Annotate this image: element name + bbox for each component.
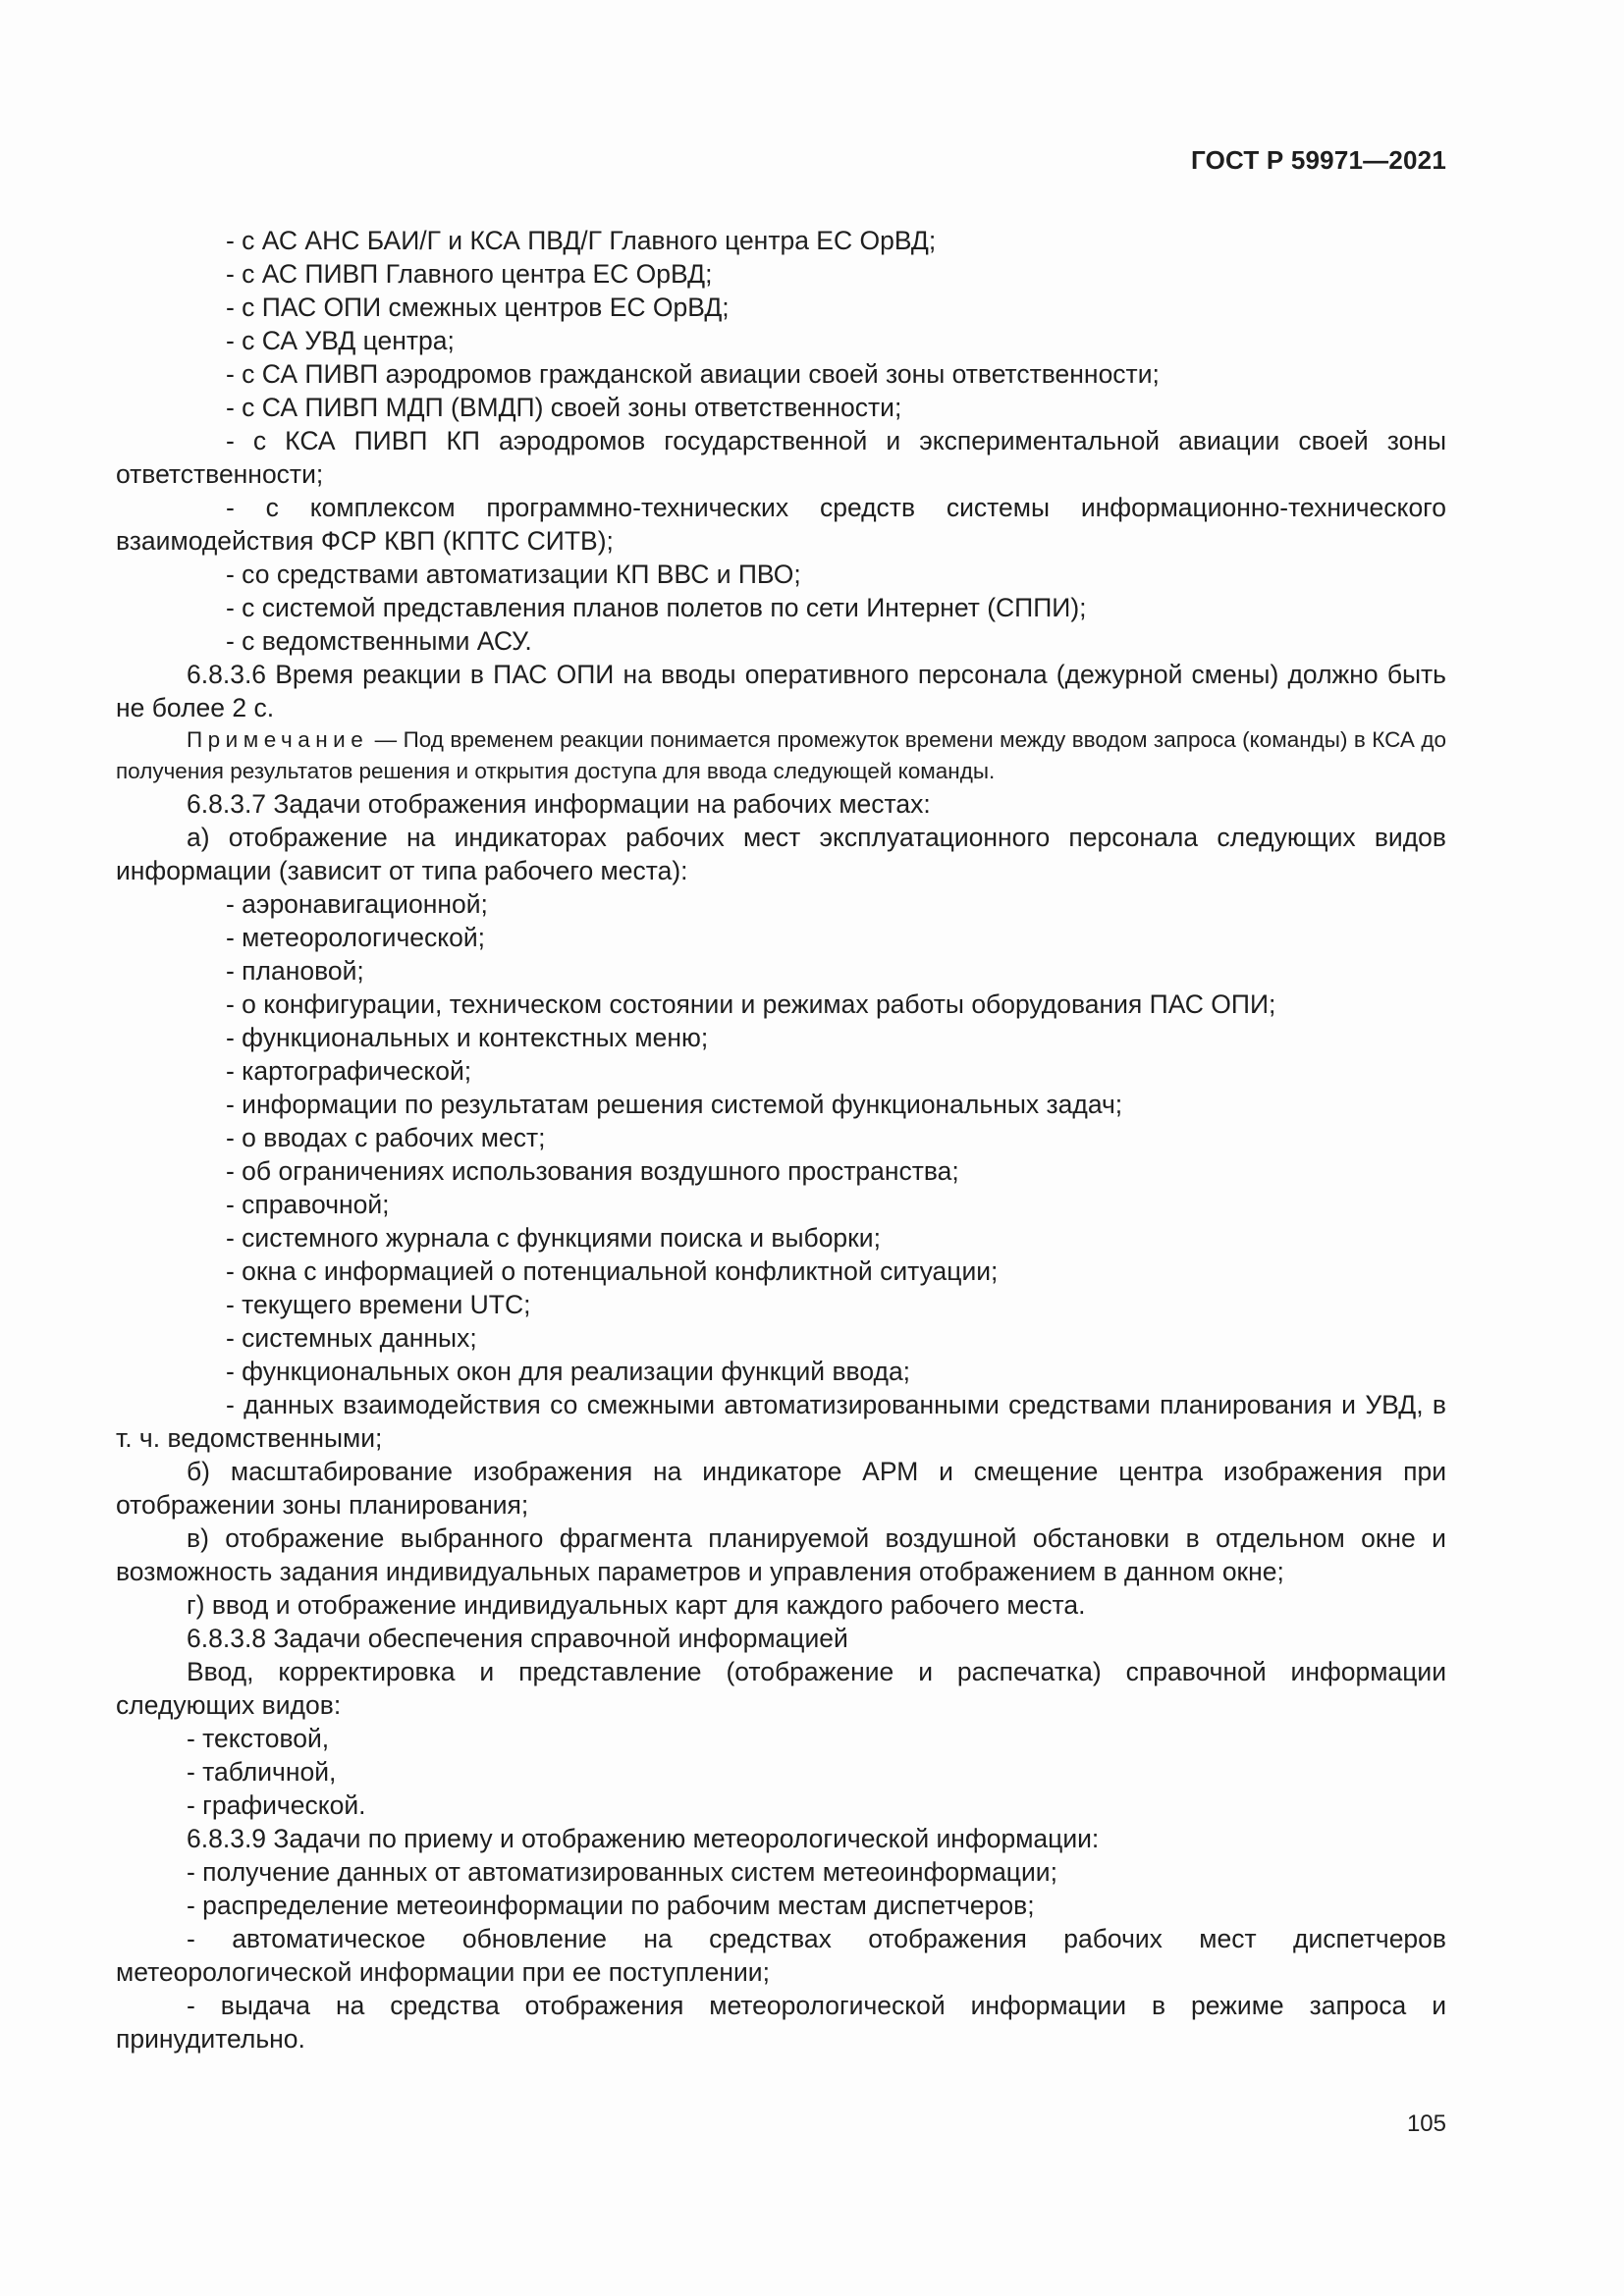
list-item: - информации по результатам решения системой функциональных задач; (226, 1090, 1123, 1119)
list-item: - функциональных окон для реализации функций ввода; (226, 1357, 911, 1386)
paragraph-6-8-3-8: Ввод, корректировка и представление (отображение и распечатка) справочной информации следующих видов: (116, 1657, 1446, 1720)
list-item: - со средствами автоматизации КП ВВС и ПВО; (226, 560, 801, 589)
list-item: - выдача на средства отображения метеорологической информации в режиме запроса и принудительно. (116, 1991, 1446, 2054)
list-item: - текущего времени UTC; (226, 1290, 531, 1319)
list-item: - данных взаимодействия со смежными автоматизированными средствами планирования и УВД, в т. ч. ведомственными; (116, 1390, 1446, 1453)
list-item: - о вводах с рабочих мест; (226, 1123, 546, 1152)
list-item: - с ПАС ОПИ смежных центров ЕС ОрВД; (226, 293, 730, 322)
item-v: в) отображение выбранного фрагмента планируемой воздушной обстановки в отдельном окне и возможность задания индивидуальных параметров и управления отображением в данном окне; (116, 1523, 1446, 1586)
section-title-6-8-3-8: 6.8.3.8 Задачи обеспечения справочной информацией (187, 1624, 848, 1653)
list-item: - с системой представления планов полетов по сети Интернет (СППИ); (226, 593, 1087, 622)
document-body (116, 224, 1446, 2056)
list-item: - с СА ПИВП МДП (ВМДП) своей зоны ответственности; (226, 393, 902, 422)
list-item: - о конфигурации, техническом состоянии и режимах работы оборудования ПАС ОПИ; (226, 989, 1276, 1019)
document-header: ГОСТ Р 59971—2021 (1191, 145, 1446, 175)
list-item: - метеорологической; (226, 923, 486, 952)
list-item: - окна с информацией о потенциальной конфликтной ситуации; (226, 1256, 999, 1286)
list-item: - картографической; (226, 1056, 472, 1086)
list-item: - автоматическое обновление на средствах отображения рабочих мест диспетчеров метеорологической информации при ее поступлении; (116, 1924, 1446, 1987)
section-title-6-8-3-9: 6.8.3.9 Задачи по приему и отображению метеорологической информации: (187, 1824, 1100, 1853)
note (116, 724, 1446, 787)
list-item: - графической. (187, 1790, 366, 1820)
list-item: - распределение метеоинформации по рабочим местам диспетчеров; (187, 1891, 1035, 1920)
list-item: - системных данных; (226, 1323, 477, 1353)
list-item: - текстовой, (187, 1724, 330, 1753)
list-item: - аэронавигационной; (226, 889, 488, 919)
note-label: Примечание (187, 727, 369, 752)
section-title-6-8-3-7: 6.8.3.7 Задачи отображения информации на рабочих местах: (187, 789, 931, 819)
list-item: - с комплексом программно-технических средств системы информационно-технического взаимодействия ФСР КВП (КПТС СИТВ); (116, 493, 1446, 556)
list-item: - системного журнала с функциями поиска и выборки; (226, 1223, 881, 1253)
item-a: а) отображение на индикаторах рабочих мест эксплуатационного персонала следующих видов информации (зависит от типа рабочего места): (116, 823, 1446, 885)
list-item: - с КСА ПИВП КП аэродромов государственной и экспериментальной авиации своей зоны ответственности; (116, 426, 1446, 489)
list-item: - получение данных от автоматизированных систем метеоинформации; (187, 1857, 1057, 1887)
list-item: - с СА УВД центра; (226, 326, 455, 355)
list-item: - с ведомственными АСУ. (226, 626, 532, 656)
list-item: - об ограничениях использования воздушного пространства; (226, 1156, 959, 1186)
list-item: - справочной; (226, 1190, 390, 1219)
item-b: б) масштабирование изображения на индикаторе АРМ и смещение центра изображения при отображении зоны планирования; (116, 1457, 1446, 1520)
note-text: — Под временем реакции понимается промежуток времени между вводом запроса (команды) в КСА до получения результатов решения и открытия доступа для ввода следующей команды. (116, 727, 1446, 783)
list-item: - с АС АНС БАИ/Г и КСА ПВД/Г Главного центра ЕС ОрВД; (226, 226, 937, 255)
paragraph-6-8-3-6: 6.8.3.6 Время реакции в ПАС ОПИ на вводы оперативного персонала (дежурной смены) должно быть не более 2 с. (116, 660, 1446, 722)
list-item: - плановой; (226, 956, 364, 986)
list-item: - функциональных и контекстных меню; (226, 1023, 709, 1052)
list-item: - табличной, (187, 1757, 337, 1787)
list-item: - с СА ПИВП аэродромов гражданской авиации своей зоны ответственности; (226, 359, 1160, 389)
page-number: 105 (1406, 2110, 1446, 2137)
item-g: г) ввод и отображение индивидуальных карт для каждого рабочего места. (187, 1590, 1086, 1620)
list-item: - с АС ПИВП Главного центра ЕС ОрВД; (226, 259, 713, 289)
